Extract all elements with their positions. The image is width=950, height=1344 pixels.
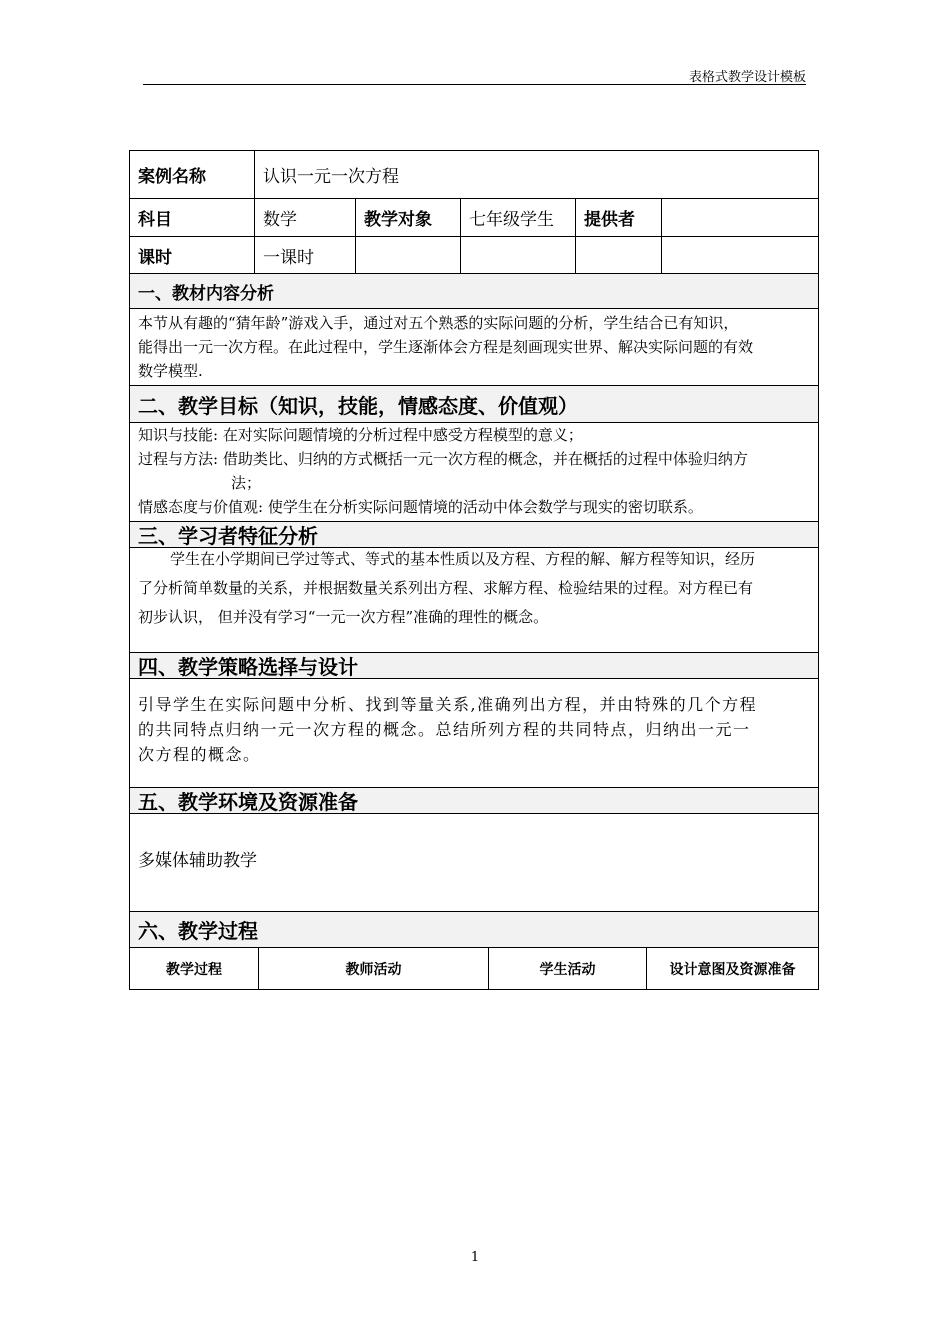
section-title-strategy: 四、教学策略选择与设计 xyxy=(130,653,818,678)
subject-label: 科目 xyxy=(130,199,255,236)
empty-cell xyxy=(356,237,461,273)
process-col-student: 学生活动 xyxy=(489,948,647,989)
target-value: 七年级学生 xyxy=(461,199,576,236)
objective-process: 过程与方法: 借助类比、归纳的方式概括一元一次方程的概念，并在概括的过程中体验归纳方 xyxy=(138,450,748,468)
text-line: 能得出一元一次方程。在此过程中，学生逐渐体会方程是刻画现实世界、解决实际问题的有效 xyxy=(138,338,754,356)
process-col-intent: 设计意图及资源准备 xyxy=(669,961,796,978)
process-col-stage: 教学过程 xyxy=(130,948,259,989)
section-body-objectives xyxy=(130,423,818,519)
text-line: 学生在小学期间已学过等式、等式的基本性质以及方程、方程的解、解方程等知识，经历 xyxy=(170,550,756,568)
period-label: 课时 xyxy=(130,237,255,273)
header-title: 表格式教学设计模板 xyxy=(688,70,806,85)
divider xyxy=(130,813,818,814)
section-title-objectives: 二、教学目标（知识，技能，情感态度、价值观） xyxy=(130,386,818,422)
process-col-teacher: 教师活动 xyxy=(259,948,489,989)
objective-knowledge: 知识与技能: 在对实际问题情境的分析过程中感受方程模型的意义； xyxy=(138,426,583,444)
section-title-process: 六、教学过程 xyxy=(130,912,818,947)
section-body-learner-analysis xyxy=(130,545,818,645)
text-line: 次方程的概念。 xyxy=(138,745,261,764)
subject-value: 数学 xyxy=(255,199,356,236)
text-line: 本节从有趣的“猜年龄”游戏入手，通过对五个熟悉的实际问题的分析，学生结合已有知识， xyxy=(138,314,739,332)
case-name-value: 认识一元一次方程 xyxy=(263,167,399,187)
empty-cell xyxy=(576,237,662,273)
process-header-row xyxy=(130,948,818,989)
section-title-content-analysis: 一、教材内容分析 xyxy=(130,274,818,308)
row-subject xyxy=(130,199,818,236)
section-body-strategy xyxy=(130,692,818,772)
header-rule xyxy=(143,84,806,85)
section-title-resources: 五、教学环境及资源准备 xyxy=(130,788,818,813)
divider xyxy=(130,308,818,309)
target-label: 教学对象 xyxy=(356,199,461,236)
divider xyxy=(130,678,818,679)
objective-process-cont: 法； xyxy=(231,474,262,492)
case-name-label: 案例名称 xyxy=(130,151,255,198)
provider-value xyxy=(662,199,818,236)
section-body-content-analysis xyxy=(130,311,818,383)
row-period xyxy=(130,237,818,273)
text-line: 引导学生在实际问题中分析、找到等量关系,准确列出方程，并由特殊的几个方程 xyxy=(138,695,758,714)
text-line: 数学模型. xyxy=(138,362,203,380)
empty-cell xyxy=(461,237,576,273)
section-title-learner-analysis: 三、学习者特征分析 xyxy=(130,522,818,547)
empty-cell xyxy=(662,237,818,273)
text-line: 的共同特点归纳一元一次方程的概念。总结所列方程的共同特点，归纳出一元一 xyxy=(138,720,751,739)
section-body-resources: 多媒体辅助教学 xyxy=(138,851,257,871)
objective-emotion: 情感态度与价值观: 使学生在分析实际问题情境的活动中体会数学与现实的密切联系。 xyxy=(138,498,703,516)
row-case-name xyxy=(130,151,818,198)
provider-label: 提供者 xyxy=(576,199,662,236)
lesson-plan-table xyxy=(129,150,819,990)
page-number: 1 xyxy=(470,1250,480,1265)
text-line: 了分析简单数量的关系，并根据数量关系列出方程、求解方程、检验结果的过程。对方程已有 xyxy=(138,579,754,597)
period-value: 一课时 xyxy=(255,237,356,273)
text-line: 初步认识， 但并没有学习“一元一次方程”准确的理性的概念。 xyxy=(138,608,549,626)
